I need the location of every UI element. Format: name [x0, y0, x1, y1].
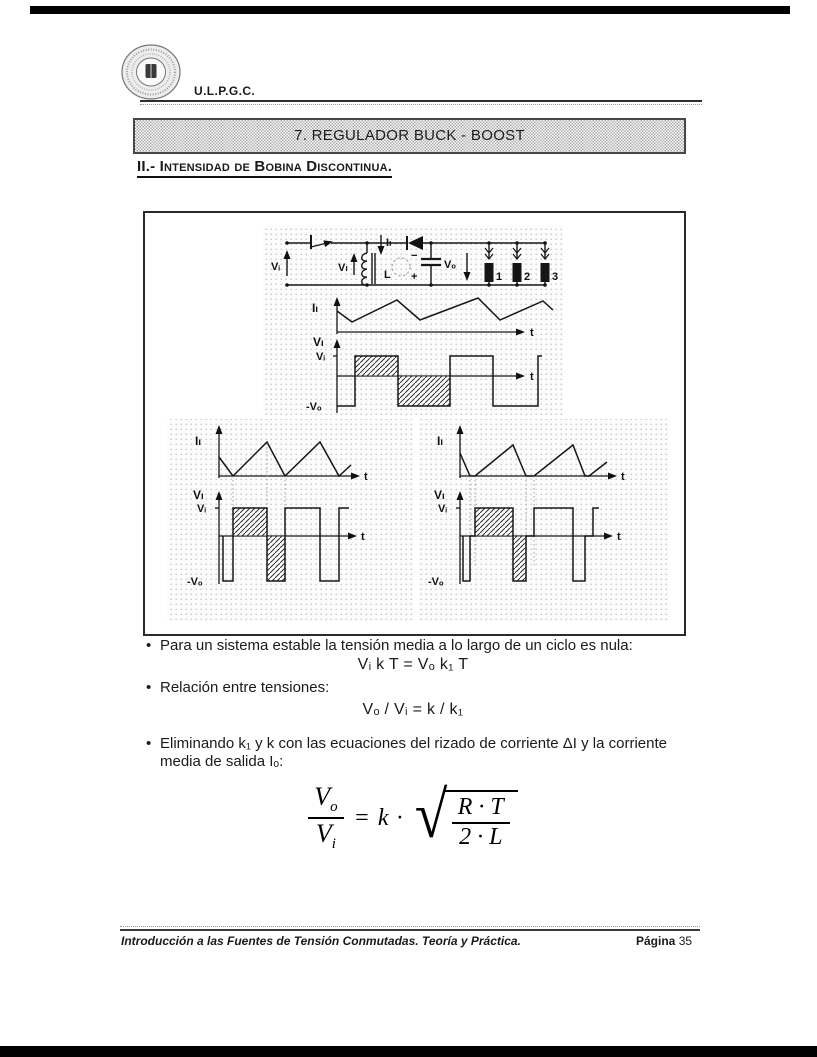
- bullet-glyph: •: [146, 735, 152, 752]
- footer-book-title: Introducción a las Fuentes de Tensión Conmutadas. Teoría y Práctica.: [121, 934, 521, 948]
- footer-rule: [120, 929, 700, 931]
- equation-middle: [354, 805, 403, 832]
- vl-axis-label: Vₗ: [434, 488, 445, 502]
- vi-level-label: Vᵢ: [316, 351, 325, 363]
- equals-sign: =: [353, 804, 370, 831]
- circuit-vi-label: Vᵢ: [271, 261, 280, 273]
- t-axis-label: t: [530, 371, 534, 383]
- bullet-glyph: •: [146, 679, 152, 696]
- il-axis-label: Iₗ: [195, 434, 201, 448]
- lhs-numerator: V: [314, 782, 331, 812]
- bottom-scan-bar: [0, 1046, 817, 1057]
- bullet-3-line1: Eliminando k₁ y k con las ecuaciones del rizado de corriente ΔI y la corriente: [160, 735, 667, 752]
- ulpgc-logo-icon: [120, 44, 182, 100]
- neg-vo-level-label: -Vₒ: [428, 576, 444, 588]
- buck-boost-figure: [145, 213, 684, 634]
- circuit-minus-label: −: [411, 250, 418, 262]
- footer-page-number: 35: [678, 934, 693, 948]
- top-scan-bar: [30, 6, 790, 14]
- radicand-numerator: R · T: [452, 795, 510, 823]
- coefficient-k: k: [377, 804, 389, 831]
- load1-label: 1: [496, 271, 503, 283]
- chapter-title-banner: 7. REGULADOR BUCK - BOOST: [133, 118, 686, 154]
- main-equation: [143, 776, 683, 860]
- il-axis-label: Iₗ: [437, 434, 443, 448]
- bullet-1: [146, 637, 686, 655]
- neg-vo-level-label: -Vₒ: [306, 401, 322, 413]
- t-axis-label: t: [617, 531, 621, 543]
- il-axis-label: Iₗ: [312, 301, 318, 315]
- neg-vo-level-label: -Vₒ: [187, 576, 203, 588]
- circuit-plus-label: +: [411, 271, 418, 283]
- bullet-1-text: Para un sistema estable la tensión media a lo largo de un ciclo es nula:: [160, 637, 633, 654]
- load2-label: 2: [524, 271, 531, 283]
- footer-rule-dotted: [120, 926, 700, 927]
- t-axis-label: t: [361, 531, 365, 543]
- load3-label: 3: [552, 271, 559, 283]
- footer-page-label: Página: [636, 934, 676, 948]
- bullet-2: [146, 679, 686, 697]
- lhs-numerator-sub: o: [330, 799, 338, 816]
- radicand-denominator: 2 · L: [459, 823, 503, 850]
- circuit-vl-label: Vₗ: [338, 262, 348, 274]
- figure-box: [143, 211, 686, 636]
- texture-bottom-left: [167, 419, 413, 621]
- bullet-glyph: •: [146, 637, 152, 654]
- vi-level-label: Vᵢ: [438, 503, 447, 515]
- radical-sign: √: [414, 779, 447, 853]
- bullet-2-text: Relación entre tensiones:: [160, 679, 330, 696]
- t-axis-label: t: [530, 327, 534, 339]
- lhs-denominator: V: [315, 819, 332, 848]
- vl-axis-label: Vₗ: [193, 488, 204, 502]
- header-rule-dotted: [140, 104, 702, 105]
- t-axis-label: t: [621, 471, 625, 483]
- circuit-il-label: Iₗ: [386, 237, 392, 249]
- texture-bottom-right: [419, 419, 669, 621]
- header-rule: [140, 100, 702, 102]
- radicand-fraction: [444, 790, 518, 849]
- lhs-fraction: [308, 783, 343, 853]
- vi-level-label: Vᵢ: [197, 503, 206, 515]
- bullet-3: [146, 735, 686, 753]
- lhs-denominator-sub: i: [331, 836, 336, 853]
- section-heading: II.- Intensidad de Bobina Discontinua.: [137, 158, 392, 178]
- circuit-l-label: L: [384, 269, 391, 281]
- square-root: [413, 779, 518, 853]
- circuit-vo-label: Vₒ: [444, 259, 456, 271]
- equation-2: Vₒ / Vᵢ = k / k₁: [362, 701, 464, 718]
- equation-1: Vᵢ k T = Vₒ k₁ T: [357, 656, 469, 673]
- footer-page: [636, 934, 692, 948]
- vl-axis-label: Vₗ: [313, 335, 324, 349]
- t-axis-label: t: [364, 471, 368, 483]
- multiplication-dot: ·: [396, 804, 403, 831]
- bullet-3-line2: media de salida Iₒ:: [160, 753, 284, 770]
- org-name: U.L.P.G.C.: [194, 84, 256, 98]
